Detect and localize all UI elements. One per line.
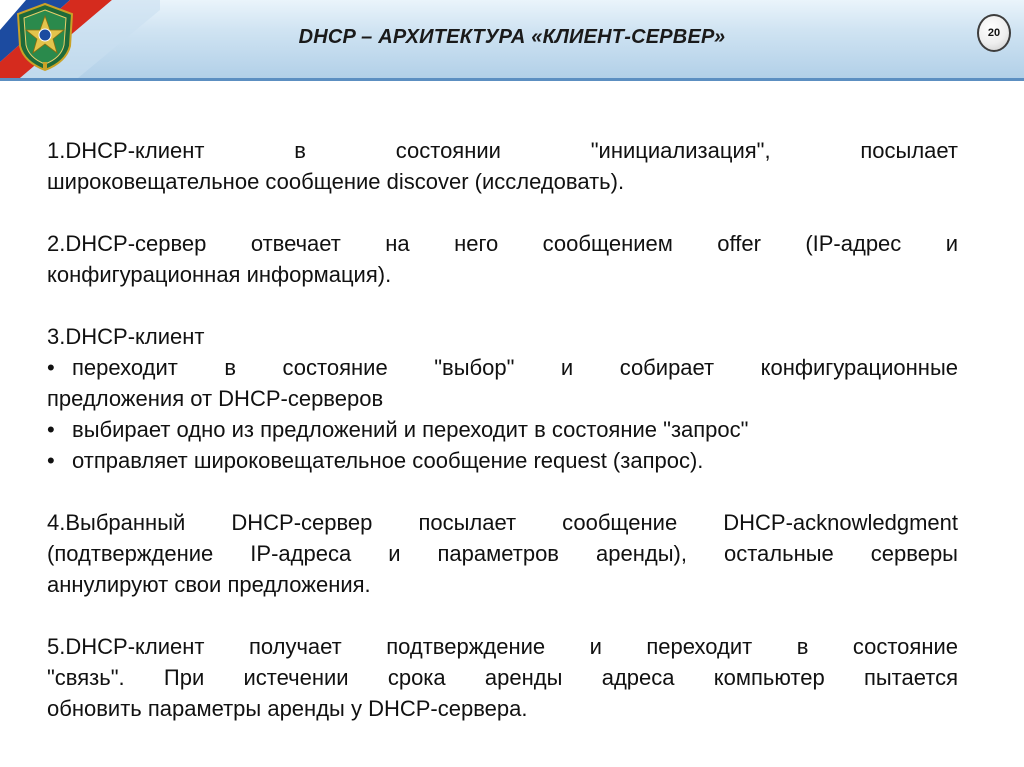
slide-header (0, 0, 1024, 81)
bullet-icon: • (47, 355, 55, 380)
item-text-line: конфигурационная информация). (47, 262, 392, 287)
bullet-text-line: отправляет широковещательное сообщение request (запрос). (72, 448, 704, 473)
item-number: 3. (47, 324, 66, 349)
page-number-badge: 20 (977, 14, 1011, 52)
item-text-line: "связь". При истечении срока аренды адреса компьютер пытается (47, 665, 958, 690)
bullet-icon: • (47, 448, 55, 473)
item-text-line: DHCP-клиент (65, 324, 205, 349)
page-title: DHCP – АРХИТЕКТУРА «КЛИЕНТ-СЕРВЕР» (298, 26, 726, 48)
item-number: 2. (47, 231, 66, 256)
item-text-line: DHCP-клиент в состоянии "инициализация", посылает (65, 138, 958, 163)
list-item-3 (47, 321, 958, 476)
slide-content (47, 135, 958, 724)
bullet-item (47, 352, 958, 383)
bullet-item (47, 414, 958, 445)
bullet-text-line: переходит в состояние "выбор" и собирает конфигурационные (72, 355, 958, 380)
list-item-1 (47, 135, 958, 197)
bullet-text-line: выбирает одно из предложений и переходит в состояние "запрос" (72, 417, 749, 442)
list-item-2 (47, 228, 958, 290)
item-number: 1. (47, 138, 66, 163)
item-text-line: DHCP-клиент получает подтверждение и переходит в состояние (65, 634, 958, 659)
bullet-text-line: предложения от DHCP-серверов (47, 386, 384, 411)
item-text-line: 4.Выбранный DHCP-сервер посылает сообщение DHCP-acknowledgment (47, 510, 958, 535)
bullet-item (47, 445, 958, 476)
item-text-line: аннулируют свои предложения. (47, 572, 371, 597)
list-item-5 (47, 631, 958, 724)
item-text-line: широковещательное сообщение discover (исследовать). (47, 169, 625, 194)
item-text-line: (подтверждение IP-адреса и параметров аренды), остальные серверы (47, 541, 958, 566)
bullet-icon: • (47, 417, 55, 442)
item-text-line: обновить параметры аренды у DHCP-сервера. (47, 696, 528, 721)
item-text-line: DHCP-сервер отвечает на него сообщением offer (IP-адрес и (65, 231, 958, 256)
item-number: 5. (47, 634, 66, 659)
list-item-4 (47, 507, 958, 600)
